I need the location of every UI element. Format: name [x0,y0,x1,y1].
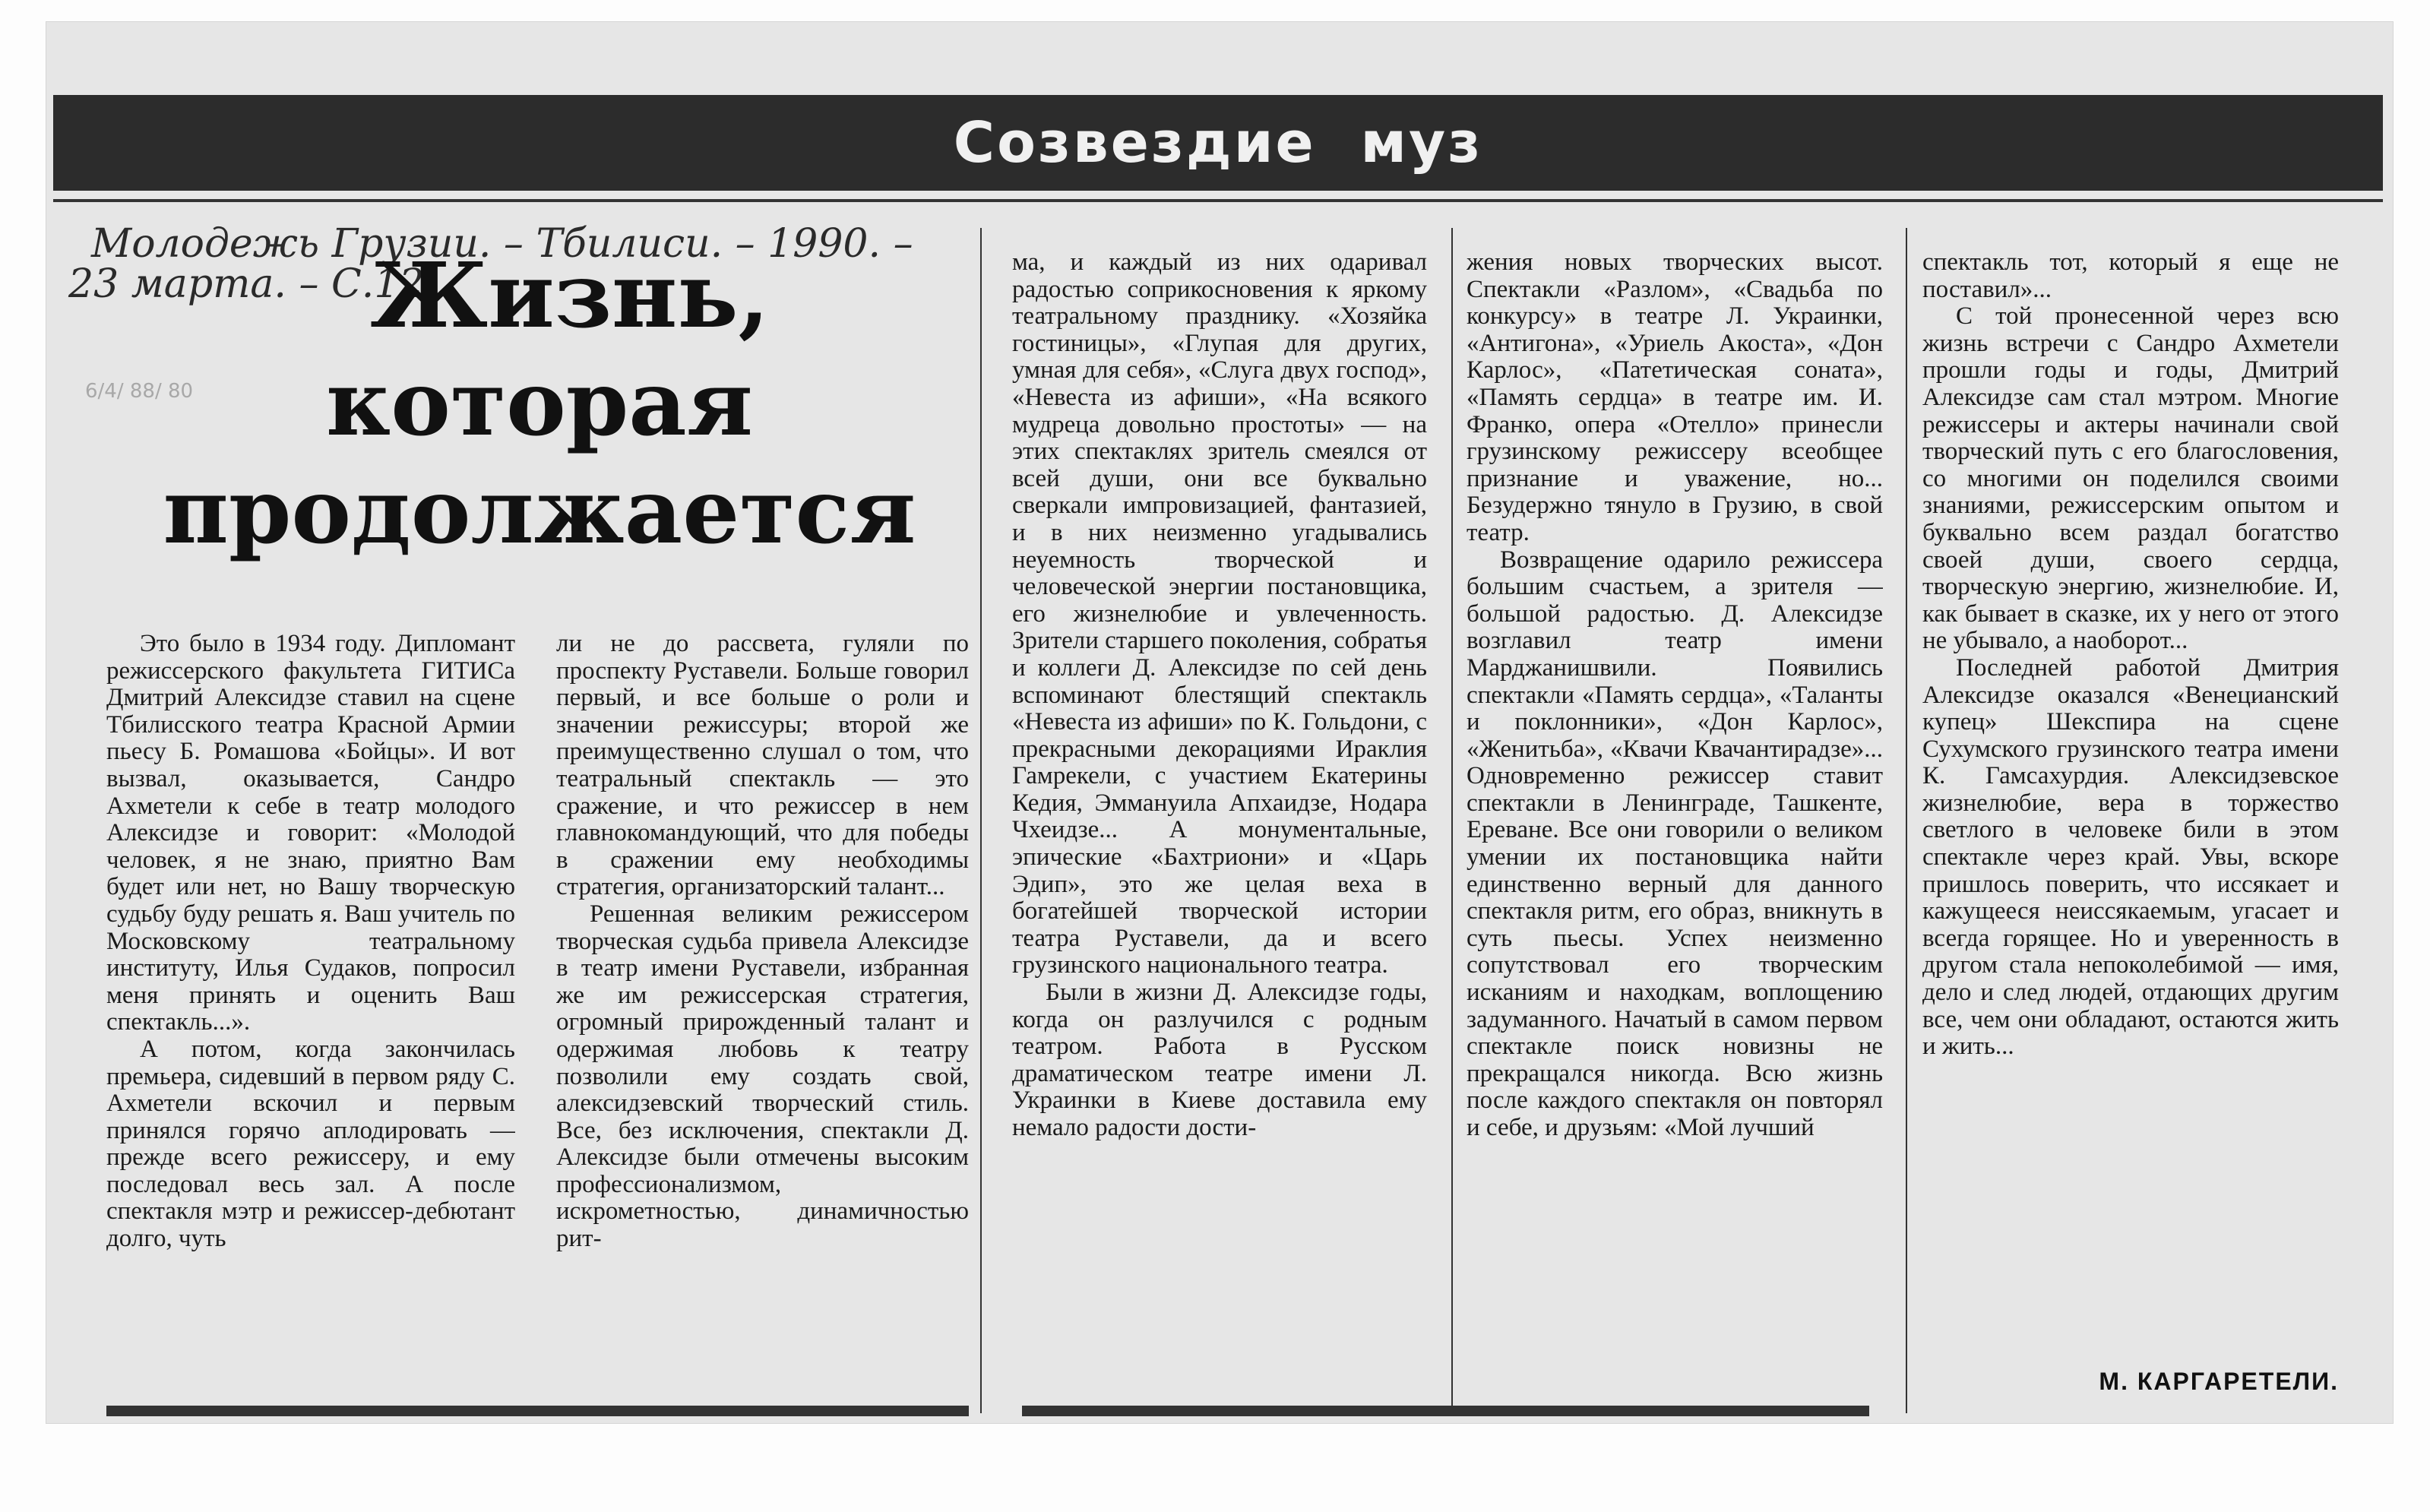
article-column-3 [1012,249,1427,1398]
paragraph: Это было в 1934 году. Дипломант режиссерского факультета ГИТИСа Дмитрий Алексидзе ставил на сцене Тбилисского театра Красной Армии пьесу Б. Ромашова «Бойцы». И вот вызвал, оказывается, Сандро Ахметели к себе в театр молодого Алексидзе и говорит: «Молодой человек, я не знаю, приятно Вам будет или нет, но Вашу творческую судьбу буду решать я. Ваш учитель по Московскому театральному институту, Илья Судаков, попросил меня принять и оценить Ваш спектакль...». [106,631,515,1036]
pencil-mark: 6/4/ 88/ 80 [85,380,194,403]
paragraph: Последней работой Дмитрия Алексидзе оказался «Венецианский купец» Шекспира на сцене Сухумского грузинского театра имени К. Гамсахурдия. Алексидзевское жизнелюбие, вера в торжество светлого в человеке били в этом спектакле через край. Увы, вскоре пришлось поверить, что иссякает и кажущееся неиссякаемым, угасает и всегда горящее. Но и уверенность в другом стала непоколебимой — имя, дело и след людей, отдающих другим все, чем они обладают, остаются жить и жить... [1922,653,2339,1061]
paragraph: спектакль тот, который я еще не поставил»... [1922,249,2339,303]
section-banner-title: Созвездие муз [953,110,1483,176]
section-banner [53,95,2383,191]
paragraph: Возвращение одарило режиссера большим счастьем, а зрителя — большой радостью. Д. Алексидзе возглавил театр имени Марджанишвили. Появились спектакли «Память сердца», «Таланты и поклонники», «Дон Карлос», «Женитьба», «Квачи Квачантирадзе»... Одновременно режиссер ставит спектакли в Ленинграде, Ташкенте, Ереване. Все они говорили о великом умении их постановщика найти единственно верный для данного спектакля ритм, его образ, вникнуть в суть пьесы. Успех неизменно сопутствовал его творческим исканиям и находкам, воплощению задуманного. Начатый в самом первом спектакле поиск новизны не прекращался никогда. Всю жизнь после каждого спектакля он повторял и себе, и друзьям: «Мой лучший [1467,546,1883,1141]
paragraph: ли не до рассвета, гуляли по проспекту Руставели. Больше говорил первый, и все больше о роли и значении режиссуры; второй же преимущественно слушал о том, что театральный спектакль — это сражение, и что режиссер в нем главнокомандующий, что для победы в сражении ему необходимы стратегия, организаторский талант... [556,631,969,901]
headline-line-2: которая [326,350,753,456]
column-divider-2-3 [980,228,982,1413]
headline-line-3: продолжается [163,458,916,564]
bottom-rule-left [106,1406,969,1416]
column-divider-4-5 [1906,228,1907,1413]
paragraph: Решенная великим режиссером творческая судьба привела Алексидзе в театр имени Руставели, избранная же им режиссерская стратегия, огромный прирожденный талант и одержимая любовь к театру позволили ему создать свой, алексидзевский творческий стиль. Все, без исключения, спектакли Д. Алексидзе были отмечены высоким профессионализмом, искрометностью, динамичностью рит- [556,900,969,1253]
banner-underline [53,199,2383,202]
paragraph: С той пронесенной через всю жизнь встречи с Сандро Ахметели прошли годы и годы, Дмитрий Алексидзе сам стал мэтром. Многие режиссеры и актеры начинали свой творческий путь с его благословения, со многими он поделился своими знаниями, режиссерским опытом и буквально всем раздал богатство своей души, своего сердца, творческую энергию, жизнелюбие. И, как бывает в сказке, их у него от этого не убывало, а наоборот... [1922,302,2339,655]
handwritten-source-note-line2: 23 марта. – С.12. [68,261,438,307]
paragraph: А потом, когда закончилась премьера, сидевший в первом ряду С. Ахметели вскочил и первым принялся горячо аплодировать — прежде всего режиссеру, и ему последовал весь зал. А после спектакля мэтр и режиссер-дебютант долго, чуть [106,1035,515,1253]
article-column-4 [1467,249,1883,1398]
paragraph: ма, и каждый из них одаривал радостью соприкосновения к яркому театральному празднику. «Хозяйка гостиницы», «Глупая для других, умная для себя», «Слуга двух господ», «Невеста из афиши», «На всякого мудреца довольно простоты» — на этих спектаклях зритель смеялся от всей души, они все буквально сверкали импровизацией, фантазией, и в них неизменно угадывались неуемность творческой и человеческой энергии постановщика, его жизнелюбие и увлеченность. Зрители старшего поколения, собратья и коллеги Д. Алексидзе по сей день вспоминают блестящий спектакль «Невеста из афиши» по К. Гольдони, с прекрасными декорациями Ираклия Гамрекели, с участием Екатерины Кедия, Эммануила Апхаидзе, Нодара Чхеидзе... А монументальные, эпические «Бахтриони» и «Царь Эдип», это же целая веха в богатейшей творческой истории театра Руставели, да и всего грузинского национального театра. [1012,249,1427,979]
headline-line-1: Жизнь, [370,242,770,348]
article-column-1 [106,631,515,1398]
author-signature: М. КАРГАРЕТЕЛИ. [2099,1368,2339,1395]
article-column-2 [556,631,969,1398]
column-divider-3-4 [1451,228,1453,1413]
paragraph: Были в жизни Д. Алексидзе годы, когда он разлучился с родным театром. Работа в Русском драматическом театре имени Л. Украинки в Киеве доставила ему немало радости дости- [1012,979,1427,1141]
handwritten-source-note-line1: Молодежь Грузии. – Тбилиси. – 1990. – [91,221,913,267]
paragraph: жения новых творческих высот. Спектакли «Разлом», «Свадьба по конкурсу» в театре Л. Украинки, «Антигона», «Уриель Акоста», «Дон Карлос», «Патетическая соната», «Память сердца» в театре им. И. Франко, опера «Отелло» принесли грузинскому режиссеру всеобщее признание и уважение, но... Безудержно тянуло в Грузию, в свой театр. [1467,249,1883,546]
bottom-rule-mid [1022,1406,1869,1416]
article-column-5 [1922,249,2339,1351]
